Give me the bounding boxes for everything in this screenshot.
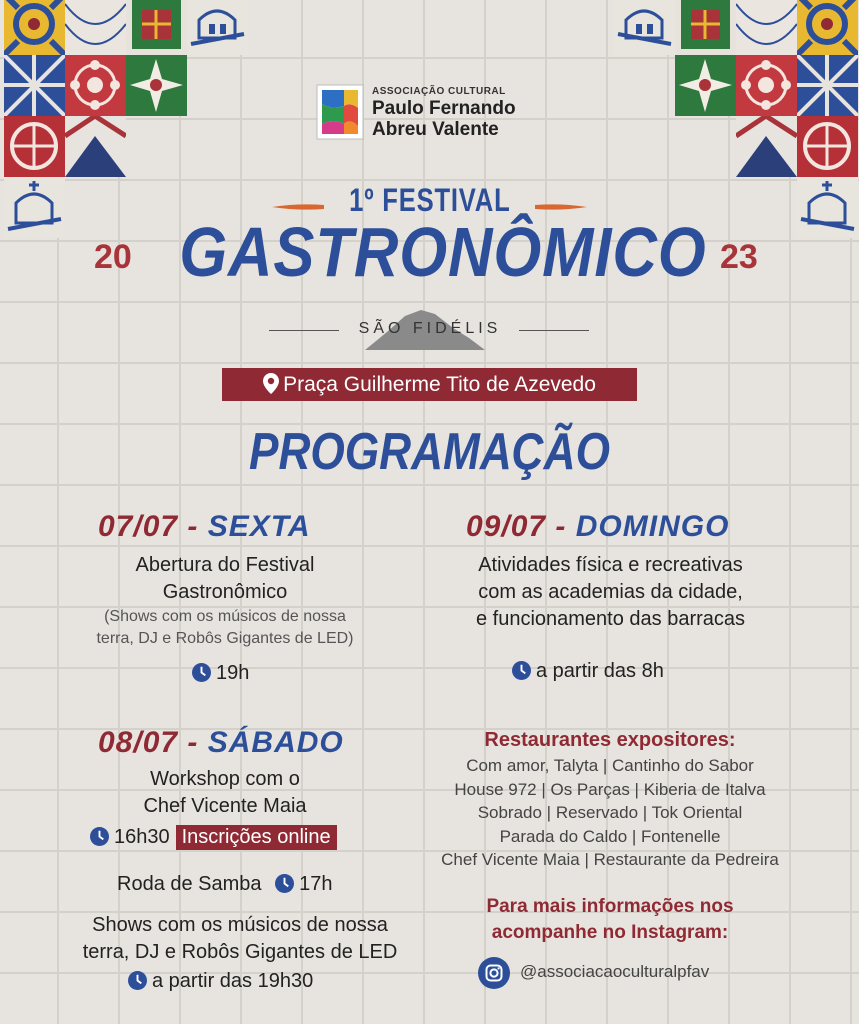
day-weekday: SEXTA xyxy=(207,510,311,543)
tile-lattice-blue xyxy=(797,55,858,116)
organization-logo xyxy=(316,84,564,144)
sunday-line-1: Atividades física e recreativas xyxy=(478,554,743,576)
day-date: 07/07 xyxy=(98,510,179,543)
samba-time: 17h xyxy=(299,873,333,895)
day-heading-saturday xyxy=(98,726,344,760)
day-separator: - xyxy=(178,510,208,543)
programacao-title: PROGRAMAÇÃO xyxy=(249,423,610,481)
church-icon xyxy=(614,0,675,55)
saturday-line-2: Chef Vicente Maia xyxy=(143,795,307,817)
tile-lines-blue xyxy=(65,0,126,55)
clock-icon xyxy=(90,827,109,846)
restaurants-title: Restaurantes expositores: xyxy=(484,729,736,751)
flame-right-icon xyxy=(535,203,587,211)
day-separator: - xyxy=(178,726,208,759)
sunday-line-2: com as academias da cidade, xyxy=(478,581,743,603)
friday-time: 19h xyxy=(192,662,249,685)
city-row xyxy=(265,304,595,354)
registration-badge[interactable]: Inscrições online xyxy=(176,825,337,850)
friday-line-1: Abertura do Festival xyxy=(135,554,315,576)
tile-ornament-yellow xyxy=(4,0,65,55)
day-date: 09/07 xyxy=(466,510,547,543)
festival-label: 1º FESTIVAL xyxy=(348,182,511,218)
clock-icon xyxy=(192,663,211,682)
sunday-details xyxy=(418,552,803,633)
samba-label: Roda de Samba xyxy=(117,873,262,895)
location-banner xyxy=(222,368,637,401)
saturday-show-2: terra, DJ e Robôs Gigantes de LED xyxy=(82,941,398,963)
church-icon xyxy=(187,0,248,55)
sunday-line-3: e funcionamento das barracas xyxy=(475,608,746,630)
day-heading-friday xyxy=(98,510,311,544)
location-text: Praça Guilherme Tito de Azevedo xyxy=(283,373,596,396)
day-weekday: DOMINGO xyxy=(575,510,730,543)
clock-icon xyxy=(275,874,294,893)
restaurant-line: Chef Vicente Maia | Restaurante da Pedreira xyxy=(441,850,779,869)
restaurant-line: House 972 | Os Parças | Kiberia de Italva xyxy=(454,779,766,799)
clock-icon xyxy=(128,971,147,990)
logo-small-text: ASSOCIAÇÃO CULTURAL xyxy=(372,86,506,97)
info-line-2: acompanhe no Instagram: xyxy=(491,922,729,943)
tile-flower-red xyxy=(736,55,797,116)
tile-flower-red xyxy=(65,55,126,116)
restaurant-line: Sobrado | Reservado | Tok Oriental xyxy=(477,803,743,822)
saturday-details xyxy=(60,766,390,820)
samba-row xyxy=(117,873,332,896)
info-line-1: Para mais informações nos xyxy=(486,896,734,917)
festival-name: GASTRONÔMICO xyxy=(179,213,707,291)
friday-details xyxy=(40,552,410,650)
map-pin-icon xyxy=(263,373,279,394)
saturday-line-1: Workshop com o xyxy=(150,768,300,790)
tile-lines-blue xyxy=(736,0,797,55)
restaurant-line: Com amor, Talyta | Cantinho do Sabor xyxy=(466,756,754,775)
sunday-time: a partir das 8h xyxy=(512,660,664,683)
saturday-show-1: Shows com os músicos de nossa xyxy=(92,914,388,936)
info-section xyxy=(420,894,800,946)
tile-star-green xyxy=(126,55,187,116)
tile-green-red xyxy=(126,0,187,55)
city-name: SÃO FIDÉLIS xyxy=(358,320,502,337)
clock-icon xyxy=(512,661,531,680)
saturday-workshop-time: 16h30 Inscrições online xyxy=(90,825,337,850)
tile-circle-red xyxy=(797,116,858,177)
tile-triangle-navy xyxy=(736,116,797,177)
saturday-show-time: a partir das 19h30 xyxy=(128,970,313,993)
instagram-icon[interactable] xyxy=(478,957,510,989)
year-left: 20 xyxy=(94,238,132,276)
friday-line-2: Gastronômico xyxy=(162,581,288,603)
day-separator: - xyxy=(546,510,576,543)
instagram-row[interactable] xyxy=(478,956,778,990)
tile-star-green xyxy=(675,55,736,116)
day-heading-sunday xyxy=(466,510,729,544)
year-right: 23 xyxy=(720,238,758,276)
logo-mark-icon xyxy=(316,84,364,140)
logo-line-1: Paulo Fernando xyxy=(372,98,516,119)
tile-lattice-blue xyxy=(4,55,65,116)
friday-sub-2: terra, DJ e Robôs Gigantes de LED) xyxy=(96,630,354,647)
restaurant-line: Parada do Caldo | Fontenelle xyxy=(499,826,721,846)
restaurants-section xyxy=(400,726,820,872)
logo-line-2: Abreu Valente xyxy=(372,119,499,140)
instagram-handle[interactable]: @associacaoculturalpfav xyxy=(520,962,710,981)
friday-sub-1: (Shows com os músicos de nossa xyxy=(104,608,346,625)
flame-left-icon xyxy=(272,203,324,211)
tile-ornament-yellow xyxy=(797,0,858,55)
day-date: 08/07 xyxy=(98,726,179,759)
tile-circle-red xyxy=(4,116,65,177)
day-weekday: SÁBADO xyxy=(207,726,344,759)
tile-green-red xyxy=(675,0,736,55)
saturday-shows xyxy=(40,912,440,966)
tile-triangle-navy xyxy=(65,116,126,177)
